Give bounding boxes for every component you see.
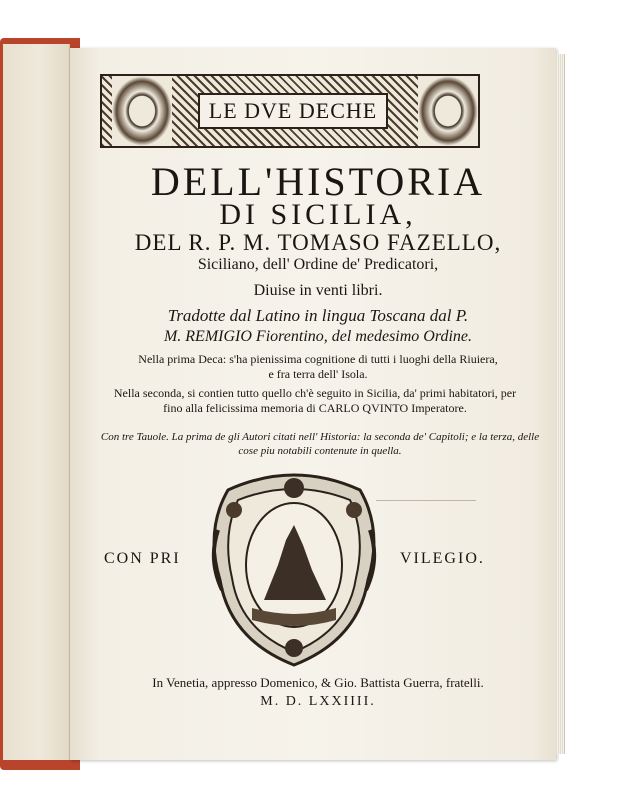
coat-of-arms-icon [112, 76, 172, 146]
ink-annotation [376, 482, 476, 501]
title-cartouche [198, 93, 388, 129]
author: DEL R. P. M. TOMASO FAZELLO, [134, 230, 502, 255]
title-main: DELL'HISTORIA [150, 159, 486, 204]
translation-line-1: Tradotte dal Latino in lingua Toscana dal P. [167, 306, 469, 325]
endpaper [3, 44, 70, 760]
paragraph-tables: Con tre Tauole. La prima de gli Autori citati nell' Historia: la seconda de' Capitoli; e la terza, delle cose piu notabili contenute in quella. [100, 431, 540, 457]
translation-line-2: M. REMIGIO Fiorentino, del medesimo Ordine. [163, 328, 473, 345]
paragraph-first-deca: Nella prima Deca: s'ha pienissima cognitione di tutti i luoghi della Riuiera, e fra terra dell' Isola. [138, 352, 498, 381]
paragraph-second-deca: Nella seconda, si contien tutto quello ch'è seguito in Sicilia, da' primi habitatori, per fino alla felicissima memoria di CARLO QVINTO Imperatore. [113, 386, 517, 415]
title-top: LE DVE DECHE [208, 98, 378, 123]
privilege-right: VILEGIO. [400, 550, 485, 567]
publication-date: M. D. LXXIIII. [260, 694, 376, 709]
printers-device-emblem-icon [208, 470, 380, 668]
divisions: Diuise in venti libri. [253, 282, 383, 299]
privilege-left: CON PRI [104, 550, 181, 567]
author-description: Siciliano, dell' Ordine de' Predicatori, [197, 256, 439, 273]
title-sub: DI SICILIA, [219, 198, 417, 231]
imprint: In Venetia, appresso Domenico, & Gio. Battista Guerra, fratelli. [152, 675, 484, 690]
saint-figure-icon [418, 76, 478, 146]
